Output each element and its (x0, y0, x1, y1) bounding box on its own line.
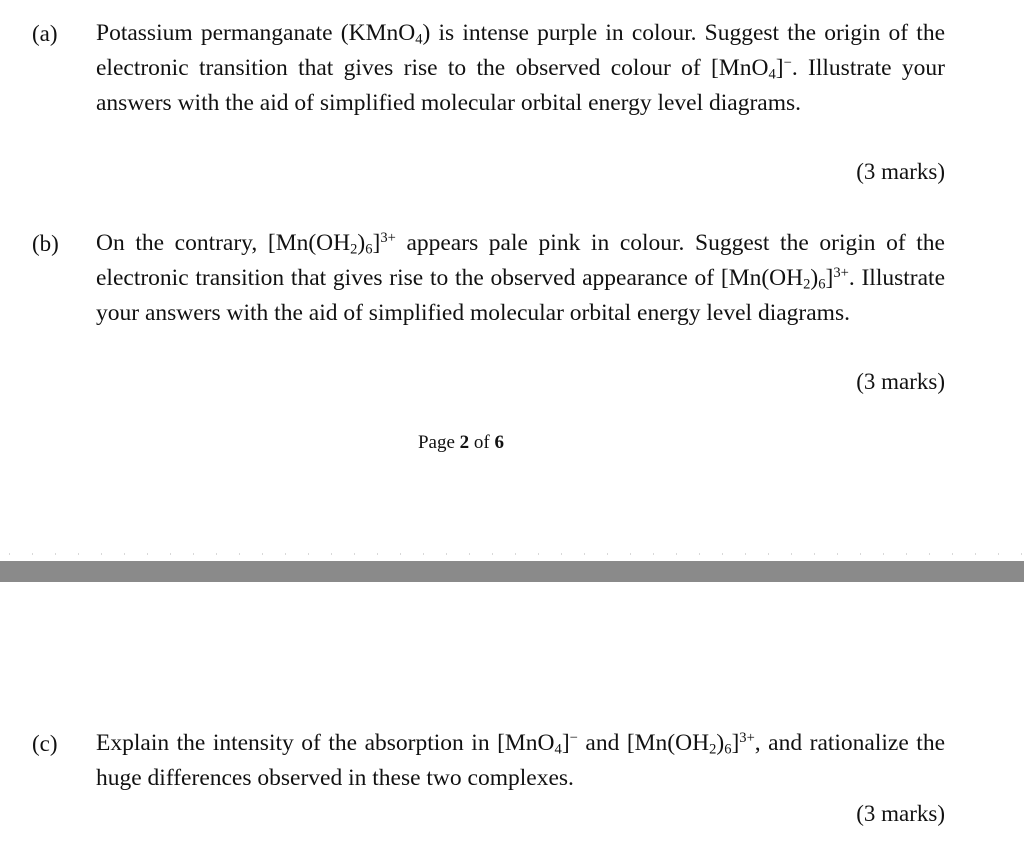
question-b-label: (b) (32, 231, 59, 256)
question-a-marks: (3 marks) (856, 159, 945, 184)
of-word: of (473, 432, 490, 453)
page-current: 2 (459, 432, 470, 453)
question-c-marks: (3 marks) (856, 801, 945, 826)
page-footer (0, 431, 922, 455)
question-a-text: Potassium permanganate (KMnO$_4$) is intense purple in colour. Suggest the origin of the electronic transition that gives rise to the observed colour of [MnO$_4$]−. Illustrate your answers with the aid of simplified molecular orbital energy level diagrams. (96, 20, 945, 116)
question-b-text: On the contrary, $[Mn(OH_2)_6]^{3+}$ appears pale pink in colour. Suggest the origin of the electronic transition that gives rise to the observed appearance of $[Mn(OH_2)_6]^{3+}$. Illustrate your answers with the aid of simplified molecular orbital energy level diagrams. (96, 230, 946, 326)
page-total: 6 (494, 432, 504, 453)
question-b-marks: (3 marks) (856, 369, 945, 394)
scan-noise (0, 553, 1024, 555)
question-a-label: (a) (32, 21, 58, 46)
question-c-label: (c) (32, 731, 58, 756)
question-c-text: Explain the intensity of the absorption in [MnO$_4$]− and $[Mn(OH_2)_6]^{3+}$, and rationalize the huge differences observed in these two complexes. (96, 730, 946, 791)
page-break-bar (0, 561, 1024, 582)
page-word: Page (417, 432, 455, 453)
